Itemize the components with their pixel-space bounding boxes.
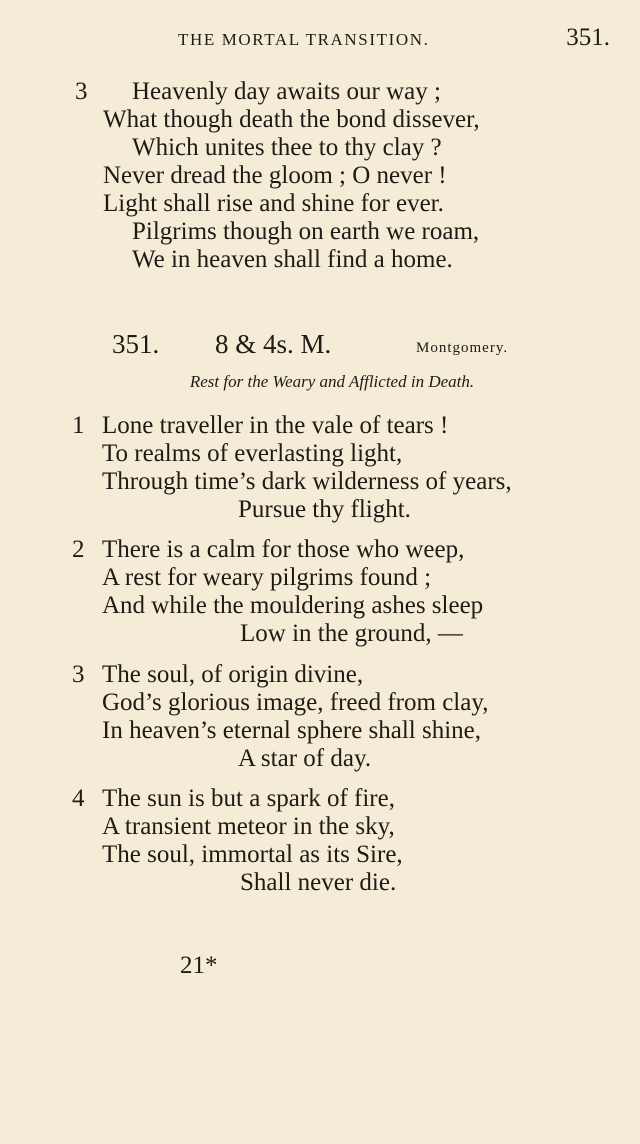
verse-line: A transient meteor in the sky, [102, 813, 395, 840]
verse-number: 2 [72, 536, 85, 563]
verse-line: Through time’s dark wilderness of years, [102, 468, 512, 495]
verse-line: To realms of everlasting light, [102, 440, 403, 467]
verse-line: The sun is but a spark of fire, [102, 785, 395, 812]
verse-line: The soul, immortal as its Sire, [102, 841, 403, 868]
verse-line: Pursue thy flight. [238, 496, 411, 523]
verse-line: Heavenly day awaits our way ; [132, 78, 441, 105]
verse-line: In heaven’s eternal sphere shall shine, [102, 717, 482, 744]
verse-line: Low in the ground, — [240, 620, 463, 647]
verse-line: Pilgrims though on earth we roam, [132, 218, 480, 245]
verse-line: God’s glorious image, freed from clay, [102, 689, 489, 716]
hymn-subtitle: Rest for the Weary and Afflicted in Death. [189, 372, 475, 391]
verse-line: The soul, of origin divine, [102, 661, 364, 688]
verse-line: Light shall rise and shine for ever. [103, 190, 444, 217]
verse-line: We in heaven shall find a home. [132, 246, 453, 273]
verse-line: Which unites thee to thy clay ? [132, 134, 442, 161]
running-title: THE MORTAL TRANSITION. [178, 30, 430, 49]
verse-line: What though death the bond dissever, [103, 106, 480, 133]
verse-number: 3 [75, 78, 88, 105]
verse-number: 1 [72, 412, 85, 439]
verse-line: Lone traveller in the vale of tears ! [102, 412, 449, 439]
verse-line: Never dread the gloom ; O never ! [103, 162, 447, 189]
verse-number: 4 [72, 785, 85, 812]
verse-line: There is a calm for those who weep, [102, 536, 465, 563]
signature-mark: 21* [180, 952, 218, 979]
verse-line: Shall never die. [240, 869, 397, 896]
verse-number: 3 [72, 661, 85, 688]
page-header [178, 24, 610, 56]
verse-line: A star of day. [238, 745, 372, 772]
hymn-number: 351. [112, 329, 160, 359]
hymn-meter: 8 & 4s. M. [215, 329, 332, 359]
hymn-author: Montgomery. [416, 340, 509, 356]
verse-line: And while the mouldering ashes sleep [102, 592, 484, 619]
verse-line: A rest for weary pilgrims found ; [102, 564, 432, 591]
page-number: 351. [566, 24, 610, 51]
